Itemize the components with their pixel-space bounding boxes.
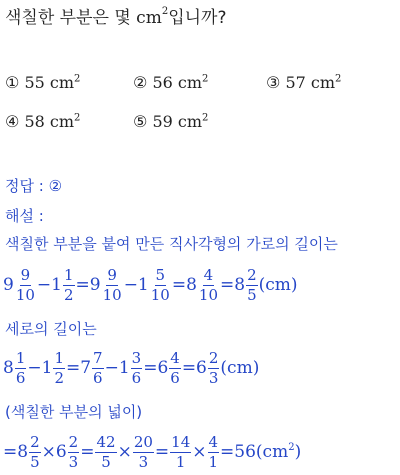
option-1[interactable]: ① 55 $cm^2$	[5, 73, 81, 92]
option-5[interactable]: ⑤ 59 $cm^2$	[133, 112, 209, 131]
question-text: 색칠한 부분은 몇 $cm^2$입니까?	[5, 6, 227, 28]
option-3[interactable]: ③ 57 $cm^2$	[266, 73, 342, 92]
fraction: $\frac{9}{10}$	[15, 265, 35, 304]
equation-width: 9 $\frac{9}{10}$ −1 $\frac{1}{2}$ =9 $\frac{9}{10}$ −1 $\frac{5}{10}$ =8 $\frac{4}{10}$ =8 $\frac{2}{5}$ (cm)	[3, 265, 298, 304]
fraction: $\frac{3}{6}$	[131, 348, 142, 387]
fraction: $\frac{2}{5}$	[247, 265, 257, 304]
option-4[interactable]: ④ 58 $cm^2$	[5, 112, 81, 131]
fraction: $\frac{7}{6}$	[93, 348, 103, 387]
fraction: $\frac{1}{2}$	[63, 265, 74, 304]
explanation-sentence-width: 색칠한 부분을 붙여 만든 직사각형의 가로의 길이는	[5, 235, 338, 253]
fraction: $\frac{14}{1}$	[171, 432, 191, 471]
answer-line: 정답 : ②	[5, 177, 63, 195]
fraction: $\frac{2}{3}$	[208, 348, 219, 387]
fraction: $\frac{20}{3}$	[133, 432, 153, 471]
fraction: $\frac{2}{5}$	[30, 432, 40, 471]
fraction: $\frac{9}{10}$	[102, 265, 122, 304]
fraction: $\frac{5}{10}$	[150, 265, 170, 304]
fraction: $\frac{2}{3}$	[68, 432, 79, 471]
fraction: $\frac{4}{6}$	[170, 348, 180, 387]
equation-height: 8 $\frac{1}{6}$ −1 $\frac{1}{2}$ =7 $\frac{7}{6}$ −1 $\frac{3}{6}$ =6 $\frac{4}{6}$ =6 $\frac{2}{3}$ (cm)	[3, 348, 260, 387]
fraction: $\frac{4}{1}$	[208, 432, 219, 471]
option-2[interactable]: ② 56 $cm^2$	[133, 73, 209, 92]
equation-area: =8 $\frac{2}{5}$ ×6 $\frac{2}{3}$ = $\frac{42}{5}$ × $\frac{20}{3}$ = $\frac{14}{1}$ × $\frac{4}{1}$ =56(cm $^2$ )	[3, 432, 302, 471]
fraction: $\frac{4}{10}$	[198, 265, 218, 304]
explanation-sentence-area: (색칠한 부분의 넓이)	[5, 403, 143, 421]
fraction: $\frac{1}{2}$	[54, 348, 64, 387]
fraction: $\frac{1}{6}$	[15, 348, 26, 387]
explanation-sentence-height: 세로의 길이는	[5, 320, 97, 338]
fraction: $\frac{42}{5}$	[96, 432, 116, 471]
explanation-label: 해설 :	[5, 207, 44, 225]
